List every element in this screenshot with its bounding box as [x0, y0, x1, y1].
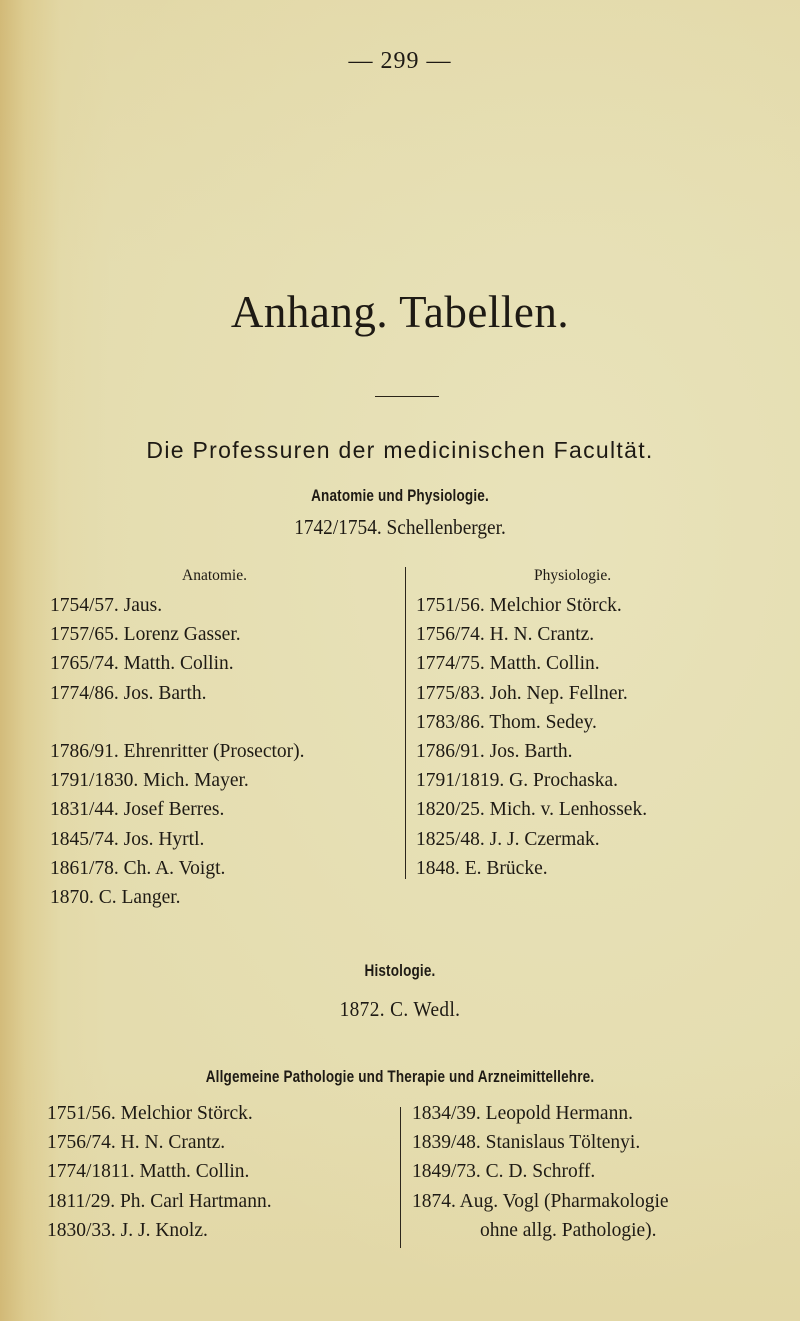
section-heading-histologie: Histologie.: [364, 962, 436, 980]
list-item: 1754/57. Jaus.: [50, 595, 163, 616]
list-item-continuation: ohne allg. Pathologie).: [480, 1219, 657, 1241]
list-item: 1848. E. Brücke.: [416, 857, 548, 879]
list-item: 1811/29. Ph. Carl Hartmann.: [47, 1190, 272, 1212]
list-item: 1849/73. C. D. Schroff.: [412, 1161, 596, 1183]
list-item: 1756/74. H. N. Crantz.: [416, 624, 595, 646]
shared-entry-schellenberger: 1742/1754. Schellenberger.: [294, 515, 506, 539]
list-item: 1751/56. Melchior Störck.: [47, 1103, 253, 1124]
allgemeine-pathologie-left-list: [47, 1099, 272, 1245]
list-item: 1757/65. Lorenz Gasser.: [50, 624, 241, 646]
list-item: 1775/83. Joh. Nep. Fellner.: [416, 682, 628, 704]
list-item: 1751/56. Melchior Störck.: [416, 595, 622, 616]
list-item: 1874. Aug. Vogl (Pharmakologie: [412, 1190, 669, 1212]
list-item: 1791/1830. Mich. Mayer.: [50, 770, 249, 792]
page-subtitle: Die Professuren der medicinischen Facultät.: [146, 437, 654, 463]
list-item: 1774/1811. Matth. Collin.: [47, 1161, 250, 1183]
list-item: 1756/74. H. N. Crantz.: [47, 1132, 226, 1154]
section-heading-anatomie-physiologie: Anatomie und Physiologie.: [311, 487, 489, 505]
list-item: 1825/48. J. J. Czermak.: [416, 828, 600, 850]
allgemeine-pathologie-right-list: [412, 1099, 669, 1245]
list-item: 1830/33. J. J. Knolz.: [47, 1219, 208, 1241]
list-item: 1783/86. Thom. Sedey.: [416, 711, 597, 733]
list-item: 1774/75. Matth. Collin.: [416, 653, 600, 675]
column-divider: [405, 567, 406, 879]
column-heading-anatomie: Anatomie.: [182, 567, 247, 584]
anatomie-list: [50, 591, 305, 912]
list-item: 1845/74. Jos. Hyrtl.: [50, 828, 205, 850]
list-item: 1870. C. Langer.: [50, 887, 181, 909]
list-item: 1765/74. Matth. Collin.: [50, 653, 234, 675]
column-divider: [400, 1107, 401, 1248]
histologie-entry: 1872. C. Wedl.: [339, 997, 461, 1021]
list-item: 1786/91. Jos. Barth.: [416, 741, 573, 763]
column-heading-physiologie: Physiologie.: [534, 567, 612, 584]
list-item: 1834/39. Leopold Hermann.: [412, 1103, 633, 1124]
list-item: 1786/91. Ehrenritter (Prosector).: [50, 741, 305, 762]
physiologie-list: [416, 591, 647, 883]
list-gap: [50, 708, 305, 737]
page-title: Anhang. Tabellen.: [230, 287, 570, 337]
list-item: 1861/78. Ch. A. Voigt.: [50, 857, 226, 879]
list-item: 1774/86. Jos. Barth.: [50, 682, 207, 704]
list-item: 1839/48. Stanislaus Töltenyi.: [412, 1132, 641, 1154]
section-heading-allgemeine-pathologie: Allgemeine Pathologie und Therapie und Arzneimittellehre.: [205, 1068, 595, 1086]
list-item: 1820/25. Mich. v. Lenhossek.: [416, 799, 648, 821]
list-item: 1791/1819. G. Prochaska.: [416, 770, 619, 792]
title-rule-divider: [375, 396, 439, 397]
page-number: — 299 —: [348, 48, 452, 74]
list-item: 1831/44. Josef Berres.: [50, 799, 225, 821]
